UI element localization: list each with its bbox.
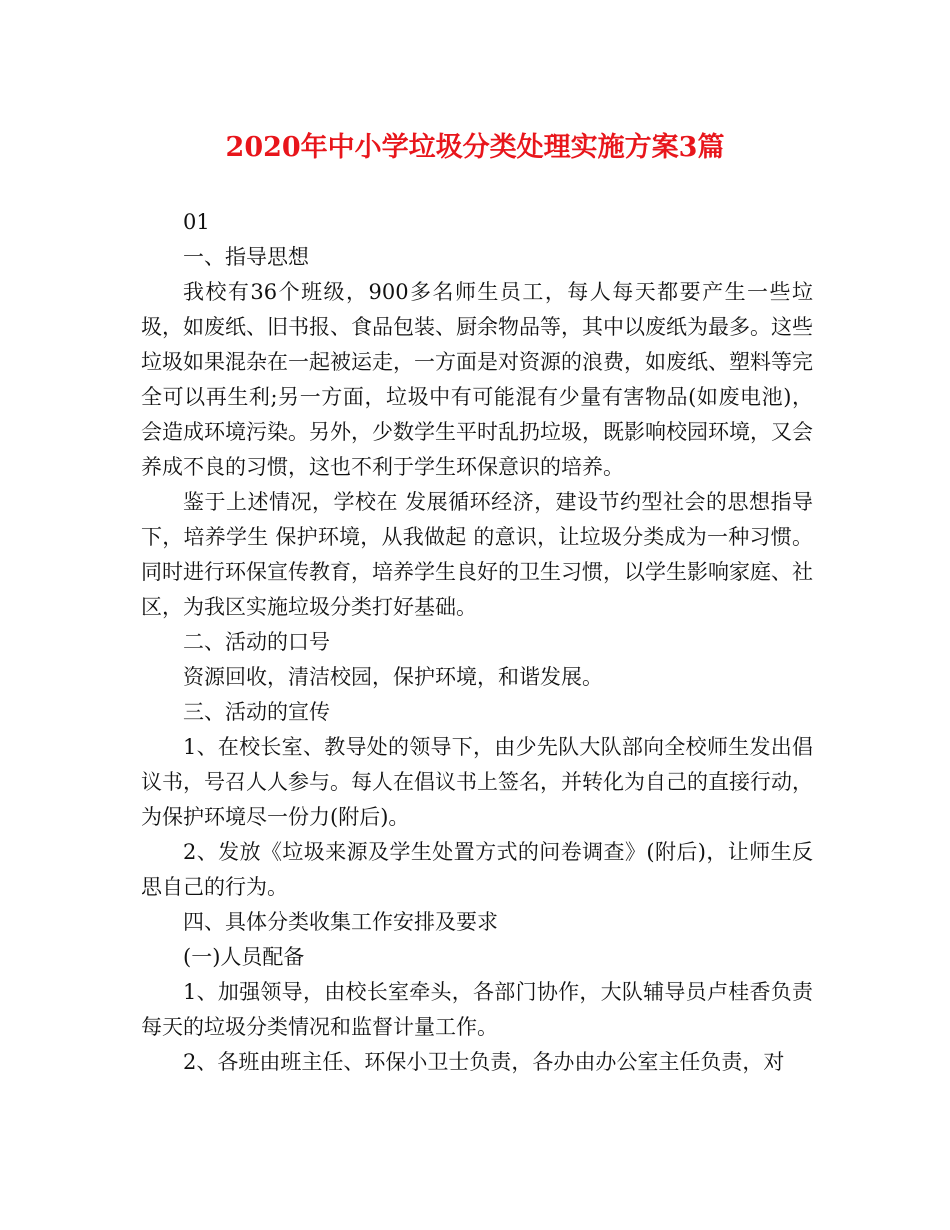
- document-title: 2020年中小学垃圾分类处理实施方案3篇: [225, 132, 725, 163]
- paragraph-staffing-2: 2、各班由班主任、环保小卫士负责，各办由办公室主任负责，对: [183, 1050, 785, 1074]
- subheading-staffing: (一)人员配备: [183, 945, 305, 969]
- heading-publicity: 三、活动的宣传: [183, 700, 330, 724]
- heading-guiding-ideology: 一、指导思想: [183, 245, 309, 269]
- paragraph-school-background: 我校有36个班级，900多名师生员工，每人每天都要产生一些垃圾，如废纸、旧书报、食品包装、厨余物品等，其中以废纸为最多。这些垃圾如果混杂在一起被运走，一方面是对资源的浪费，如废纸、塑料等完全可以再生利;另一方面，垃圾中有可能混有少量有害物品(如废电池)，会造成环境污染。另外，少数学生平时乱扔垃圾，既影响校园环境，又会养成不良的习惯，这也不利于学生环保意识的培养。: [141, 280, 813, 479]
- heading-arrangements: 四、具体分类收集工作安排及要求: [183, 910, 498, 934]
- paragraph-publicity-1: 1、在校长室、教导处的领导下，由少先队大队部向全校师生发出倡议书，号召人人参与。每人在倡议书上签名，并转化为自己的直接行动，为保护环境尽一份力(附后)。: [141, 735, 813, 829]
- paragraph-publicity-2: 2、发放《垃圾来源及学生处置方式的问卷调查》(附后)，让师生反思自己的行为。: [141, 840, 813, 899]
- section-number: 01: [183, 210, 210, 234]
- paragraph-slogan: 资源回收，清洁校园，保护环境，和谐发展。: [183, 665, 603, 689]
- paragraph-staffing-1: 1、加强领导，由校长室牵头，各部门协作，大队辅导员卢桂香负责每天的垃圾分类情况和监督计量工作。: [141, 980, 813, 1039]
- document-body: [141, 205, 813, 1080]
- heading-slogan: 二、活动的口号: [183, 630, 330, 654]
- paragraph-rationale: 鉴于上述情况，学校在 发展循环经济，建设节约型社会的思想指导下，培养学生 保护环境，从我做起 的意识，让垃圾分类成为一种习惯。同时进行环保宣传教育，培养学生良好的卫生习惯，以学生影响家庭、社区，为我区实施垃圾分类打好基础。: [141, 490, 813, 619]
